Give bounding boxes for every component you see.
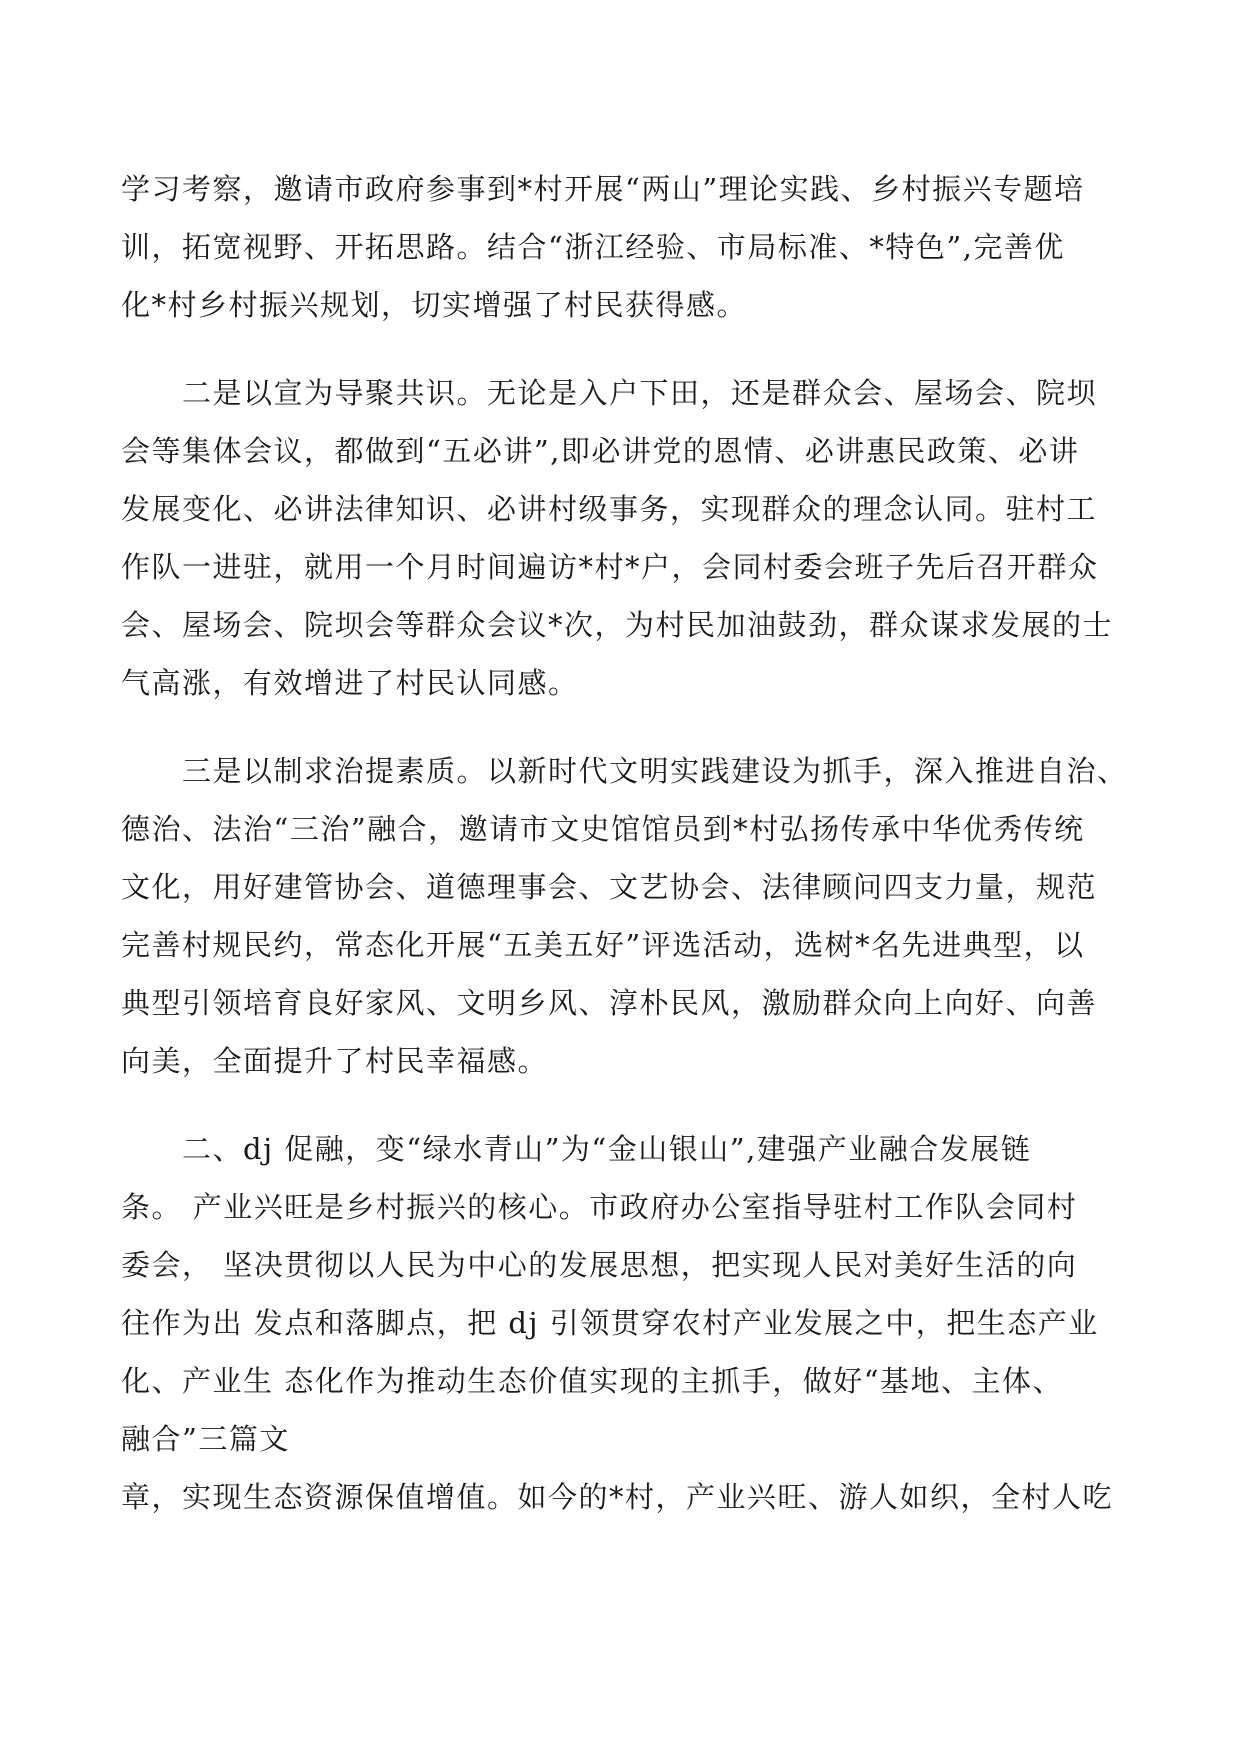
paragraph-4 xyxy=(121,1120,1121,1526)
paragraph-2 xyxy=(121,364,1121,712)
text-line: 向美，全面提升了村民幸福感。 xyxy=(121,1044,549,1078)
text-line: 典型引领培育良好家风、文明乡风、淳朴民风，激励群众向上向好、向善 xyxy=(121,986,1098,1020)
paragraph-1 xyxy=(121,160,1121,334)
text-line: 发展变化、必讲法律知识、必讲村级事务，实现群众的理念认同。驻村工 xyxy=(121,492,1098,526)
paragraph-3 xyxy=(121,742,1128,1090)
text-line: 文化，用好建管协会、道德理事会、文艺协会、法律顾问四支力量，规范 xyxy=(121,870,1098,904)
text-line: 章，实现生态资源保值增值。如今的*村，产业兴旺、游人如织，全村人吃 xyxy=(121,1480,1114,1514)
text-line: 条。 产业兴旺是乡村振兴的核心。市政府办公室指导驻村工作队会同村 xyxy=(121,1190,1078,1224)
text-line: 会、屋场会、院坝会等群众会议*次，为村民加油鼓劲，群众谋求发展的士 xyxy=(121,608,1114,642)
text-line: 德治、法治“三治”融合，邀请市文史馆馆员到*村弘扬传承中华优秀传统 xyxy=(121,812,1085,846)
document-body xyxy=(121,160,1128,1526)
text-line: 学习考察，邀请市政府参事到*村开展“两山”理论实践、乡村振兴专题培 xyxy=(121,172,1085,206)
paragraph-spacer xyxy=(121,1090,1121,1120)
text-line: 会等集体会议，都做到“五必讲”,即必讲党的恩情、必讲惠民政策、必讲 xyxy=(121,434,1080,468)
text-line: 委会， 坚决贯彻以人民为中心的发展思想，把实现人民对美好生活的向 xyxy=(121,1248,1078,1282)
text-line: 化、产业生 态化作为推动生态价值实现的主抓手，做好“基地、主体、 xyxy=(121,1364,1064,1398)
text-line: 三是以制求治提素质。以新时代文明实践建设为抓手，深入推进自治、 xyxy=(121,754,1128,788)
text-line: 完善村规民约，常态化开展“五美五好”评选活动，选树*名先进典型，以 xyxy=(121,928,1085,962)
text-line: 化*村乡村振兴规划，切实增强了村民获得感。 xyxy=(121,288,748,322)
text-line: 融合”三篇文 xyxy=(121,1422,290,1456)
text-line: 往作为出 发点和落脚点，把 dj 引领贯穿农村产业发展之中，把生态产业 xyxy=(121,1306,1099,1340)
text-line: 作队一进驻，就用一个月时间遍访*村*户，会同村委会班子先后召开群众 xyxy=(121,550,1099,584)
text-line: 二、dj 促融，变“绿水青山”为“金山银山”,建强产业融合发展链 xyxy=(121,1132,1032,1166)
paragraph-spacer xyxy=(121,712,1121,742)
text-line: 二是以宣为导聚共识。无论是入户下田，还是群众会、屋场会、院坝 xyxy=(121,376,1098,410)
text-line: 训，拓宽视野、开拓思路。结合“浙江经验、市局标准、*特色”,完善优 xyxy=(121,230,1065,264)
text-line: 气高涨，有效增进了村民认同感。 xyxy=(121,666,579,700)
paragraph-spacer xyxy=(121,334,1121,364)
